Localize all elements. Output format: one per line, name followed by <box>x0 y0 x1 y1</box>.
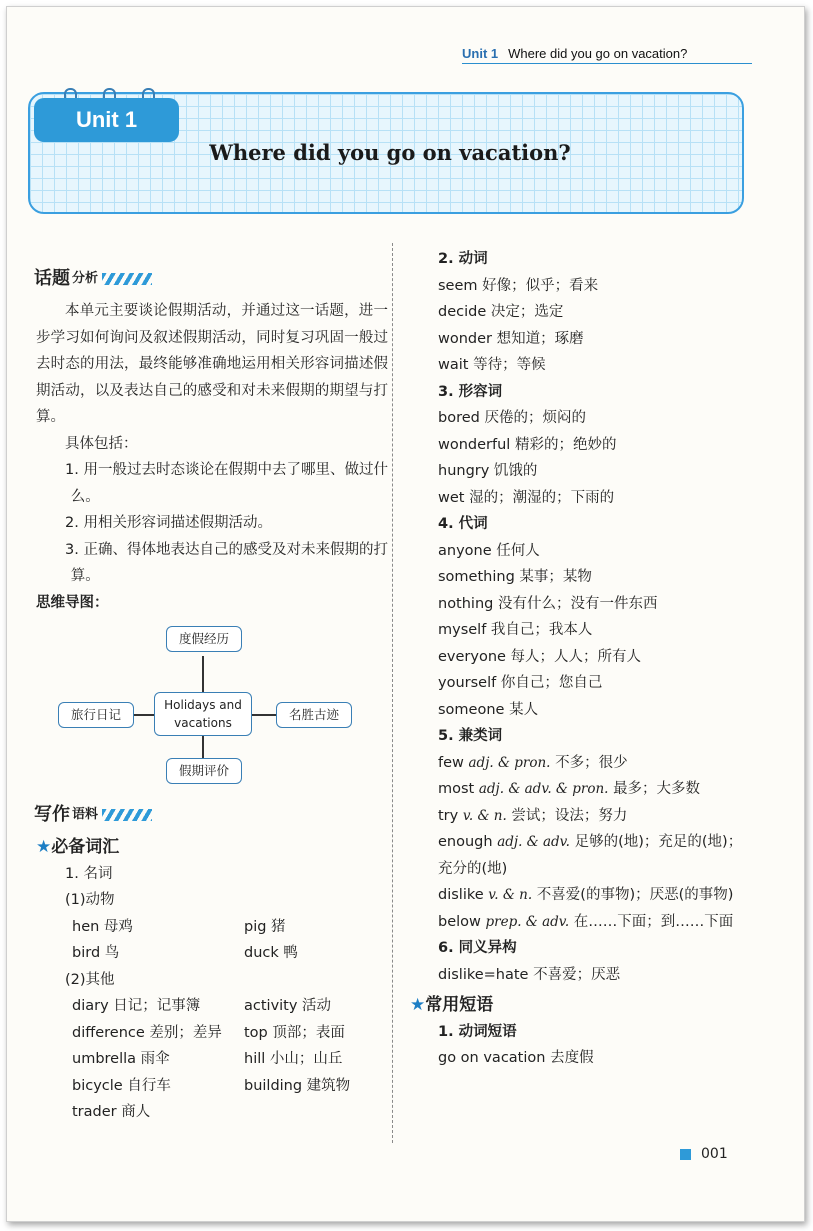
multi-item <box>410 882 750 909</box>
multi-word: few <box>438 754 464 771</box>
multi-meaning: 不喜爱(的事物)；厌恶(的事物) <box>536 887 734 903</box>
vocab-item: something 某事；某物 <box>438 569 592 585</box>
multi-meaning: 在……下面；到……下面 <box>573 913 734 930</box>
mindmap-node-bottom: 假期评价 <box>166 758 242 784</box>
vocab-heading-text: 必备词汇 <box>51 837 120 857</box>
multi-meaning: 足够的(地)；充足的(地)；充分的(地) <box>438 834 743 877</box>
specifics-label: 具体包括： <box>65 435 138 452</box>
running-head-title: Where did you go on vacation? <box>508 46 688 61</box>
topic-point: 3. 正确、得体地表达自己的感受及对未来假期的打算。 <box>65 541 388 584</box>
topic-heading <box>34 264 388 294</box>
verbs-label: 2. 动词 <box>438 251 488 267</box>
multi-word: dislike <box>438 887 484 903</box>
multi-meaning: 不多；很少 <box>555 754 628 771</box>
multi-meaning: 尝试；设法；努力 <box>511 807 628 824</box>
multi-pos: prep. & adv. <box>485 913 570 930</box>
vocab-item: wet 湿的；潮湿的；下雨的 <box>438 489 615 506</box>
vocab-item: someone 某人 <box>438 701 539 718</box>
others-label: (2)其他 <box>65 971 115 988</box>
mindmap-label: 思维导图： <box>36 594 109 611</box>
topic-intro: 本单元主要谈论假期活动，并通过这一话题，进一步学习如何询问及叙述假期活动，同时复习巩固一般过去时态的用法，最终能够准确地运用相关形容词描述假期活动，以及表达自己的感受和对未来假期的期望与打算。 <box>36 303 388 425</box>
topic-point: 1. 用一般过去时态谈论在假期中去了哪里、做过什么。 <box>65 462 388 505</box>
vocab-item: myself 我自己；我本人 <box>438 622 593 638</box>
right-column <box>410 246 750 1072</box>
vocab-item: duck 鸭 <box>244 945 298 961</box>
vocab-item: hen 母鸡 <box>72 918 133 935</box>
syn-label: 6. 同义异构 <box>438 940 517 956</box>
multi-pos: adj. & pron. <box>468 754 551 771</box>
multi-pos: v. & n. <box>462 807 507 824</box>
vocab-item: dislike=hate 不喜爱；厌恶 <box>438 966 621 983</box>
vocab-item: bicycle 自行车 <box>72 1077 171 1094</box>
vocab-item: pig 猪 <box>244 918 286 935</box>
mindmap-connector <box>202 656 204 694</box>
star-icon: ★ <box>36 837 52 857</box>
vocab-heading <box>36 834 388 861</box>
vocab-item: difference 差别；差异 <box>72 1024 222 1041</box>
vocab-item: nothing 没有什么；没有一件东西 <box>438 595 658 612</box>
star-icon: ★ <box>410 995 426 1015</box>
unit-label: Unit 1 <box>34 98 179 142</box>
writing-heading-small: 语料 <box>72 806 99 822</box>
phrases-heading-text: 常用短语 <box>425 995 494 1015</box>
multi-meaning: 最多；大多数 <box>613 781 701 797</box>
multi-word: most <box>438 781 475 797</box>
multi-pos: adj. & adv. <box>497 834 570 850</box>
vocab-item: diary 日记；记事簿 <box>72 998 201 1014</box>
vocab-item: bored 厌倦的；烦闷的 <box>438 410 586 426</box>
vocab-item: wonderful 精彩的；绝妙的 <box>438 436 617 453</box>
writing-heading <box>34 800 388 830</box>
multi-item <box>410 803 750 830</box>
adj-label: 3. 形容词 <box>438 383 503 400</box>
vocab-item: top 顶部；表面 <box>244 1024 345 1041</box>
mindmap <box>36 616 388 786</box>
multi-label: 5. 兼类词 <box>438 728 503 744</box>
phrases-heading <box>410 992 750 1019</box>
multi-pos: adj. & adv. & pron. <box>478 781 609 797</box>
vocab-item: building 建筑物 <box>244 1077 351 1094</box>
vocab-item: activity 活动 <box>244 998 332 1014</box>
animals-label: (1)动物 <box>65 892 115 908</box>
multi-item <box>410 829 750 882</box>
mindmap-connector <box>132 714 156 716</box>
topic-heading-big: 话题 <box>34 267 70 289</box>
page-number-text: 001 <box>701 1146 728 1162</box>
multi-pos: v. & n. <box>488 887 533 903</box>
running-head-unit: Unit 1 <box>462 46 499 61</box>
vocab-item: everyone 每人；人人；所有人 <box>438 648 642 665</box>
vocab-item: seem 好像；似乎；看来 <box>438 277 599 294</box>
pron-label: 4. 代词 <box>438 516 488 532</box>
vocab-item: wait 等待；等候 <box>438 357 546 373</box>
multi-word: enough <box>438 834 493 850</box>
mindmap-node-right: 名胜古迹 <box>276 702 352 728</box>
running-head <box>462 46 752 64</box>
writing-heading-big: 写作 <box>34 803 70 825</box>
multi-item <box>410 776 750 803</box>
multi-word: try <box>438 807 459 824</box>
mindmap-node-left: 旅行日记 <box>58 702 134 728</box>
nouns-label: 1. 名词 <box>65 865 113 882</box>
vocab-item: anyone 任何人 <box>438 542 540 559</box>
topic-heading-small: 分析 <box>72 270 99 286</box>
multi-item <box>410 750 750 777</box>
vocab-item: go on vacation 去度假 <box>438 1050 594 1066</box>
animals-list <box>36 914 388 967</box>
vocab-item: bird 鸟 <box>72 945 120 961</box>
heading-stripes <box>102 809 152 821</box>
vocab-item: decide 决定；选定 <box>438 304 564 320</box>
vocab-item: hill 小山；山丘 <box>244 1051 343 1067</box>
vocab-item: wonder 想知道；琢磨 <box>438 330 584 347</box>
page-number <box>680 1146 728 1162</box>
left-column <box>36 262 388 1126</box>
heading-stripes <box>102 273 152 285</box>
vocab-item: hungry 饥饿的 <box>438 463 538 479</box>
multi-word: below <box>438 913 481 930</box>
square-icon <box>680 1149 691 1160</box>
topic-point: 2. 用相关形容词描述假期活动。 <box>65 515 272 531</box>
mindmap-node-center: Holidays and vacations <box>154 692 252 736</box>
mindmap-node-top: 度假经历 <box>166 626 242 652</box>
unit-title: Where did you go on vacation? <box>209 140 571 165</box>
vocab-item <box>244 1099 424 1126</box>
vocab-item: umbrella 雨伞 <box>72 1051 170 1067</box>
vocab-item: trader 商人 <box>72 1104 151 1120</box>
vocab-item: yourself 你自己；您自己 <box>438 675 603 691</box>
multi-item <box>410 909 750 936</box>
mindmap-connector <box>250 714 276 716</box>
phrasal-label: 1. 动词短语 <box>438 1023 517 1040</box>
others-list <box>36 993 388 1126</box>
